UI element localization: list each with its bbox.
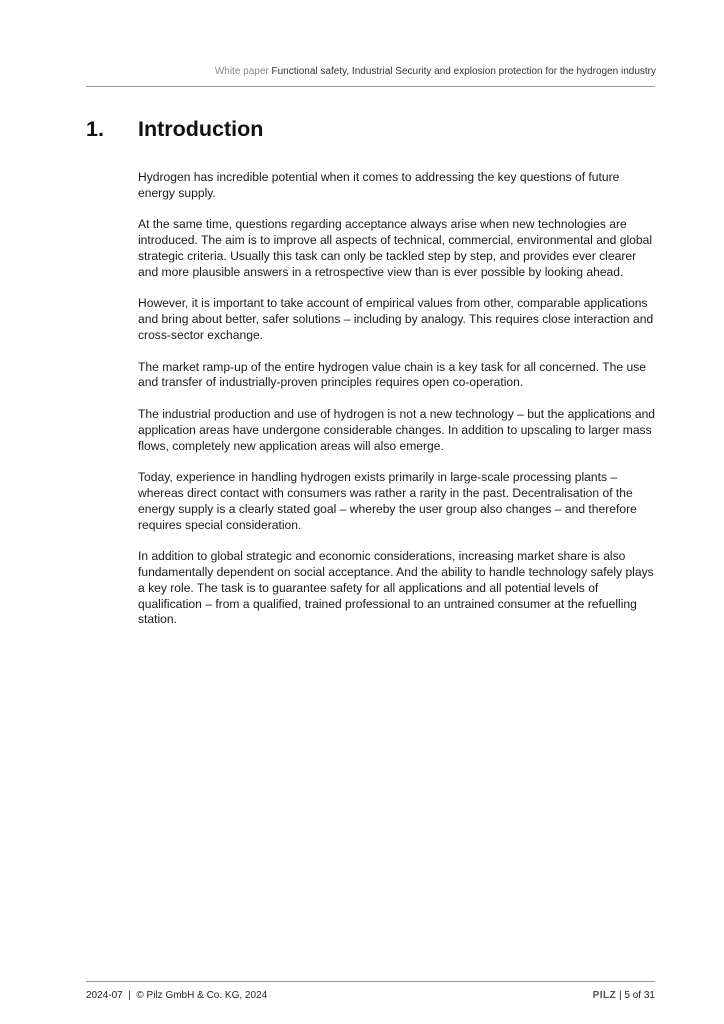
header-title: Functional safety, Industrial Security and explosion protection for the hydrogen industry <box>271 66 656 77</box>
paragraph: However, it is important to take account of empirical values from other, comparable applications and bring about better, safer solutions – including by analogy. This requires close interaction and cross-sector exchange. <box>138 296 654 342</box>
paragraph: The market ramp-up of the entire hydrogen value chain is a key task for all concerned. The use and transfer of industrially-proven principles requires open co-operation. <box>138 359 646 390</box>
paragraph: Today, experience in handling hydrogen exists primarily in large-scale processing plants – whereas direct contact with consumers was rather a rarity in the past. Decentralisation of the energy supply is a clearly stated goal – whereby the user group also changes – and therefore requires special consideration. <box>138 470 637 532</box>
paragraph: The industrial production and use of hydrogen is not a new technology – but the applications and application areas have undergone considerable changes. In addition to upscaling to larger mass flows, completely new application areas will also emerge. <box>138 406 656 453</box>
footer-divider <box>86 981 655 982</box>
page-number: 5 of 31 <box>624 990 655 1001</box>
running-header <box>215 66 656 77</box>
footer-copyright: 2024-07 | © Pilz GmbH & Co. KG, 2024 <box>86 990 268 1001</box>
header-label: White paper <box>214 66 269 77</box>
header-divider <box>86 86 655 87</box>
section-heading <box>86 117 263 142</box>
footer-page-info <box>593 990 655 1001</box>
paragraph: At the same time, questions regarding acceptance always arise when new technologies are introduced. The aim is to improve all aspects of technical, commercial, environmental and global strategic criteria. Usually this task can only be tackled step by step, and provides ever clearer and more plausible answers in a retrospective view than is ever possible by looking ahead. <box>138 217 653 279</box>
footer-separator: | <box>619 990 622 1001</box>
body-text <box>138 170 658 644</box>
section-number: 1. <box>86 117 104 141</box>
pilz-logo: PILZ <box>592 990 617 1001</box>
paragraph: In addition to global strategic and economic considerations, increasing market share is also fundamentally dependent on social acceptance. And the ability to handle technology safely plays a key role. The task is to guarantee safety for all applications and all potential levels of qualification – from a qualified, trained professional to an untrained consumer at the refuelling station. <box>138 549 654 627</box>
paragraph: Hydrogen has incredible potential when it comes to addressing the key questions of future energy supply. <box>138 170 620 200</box>
section-title: Introduction <box>138 117 264 141</box>
